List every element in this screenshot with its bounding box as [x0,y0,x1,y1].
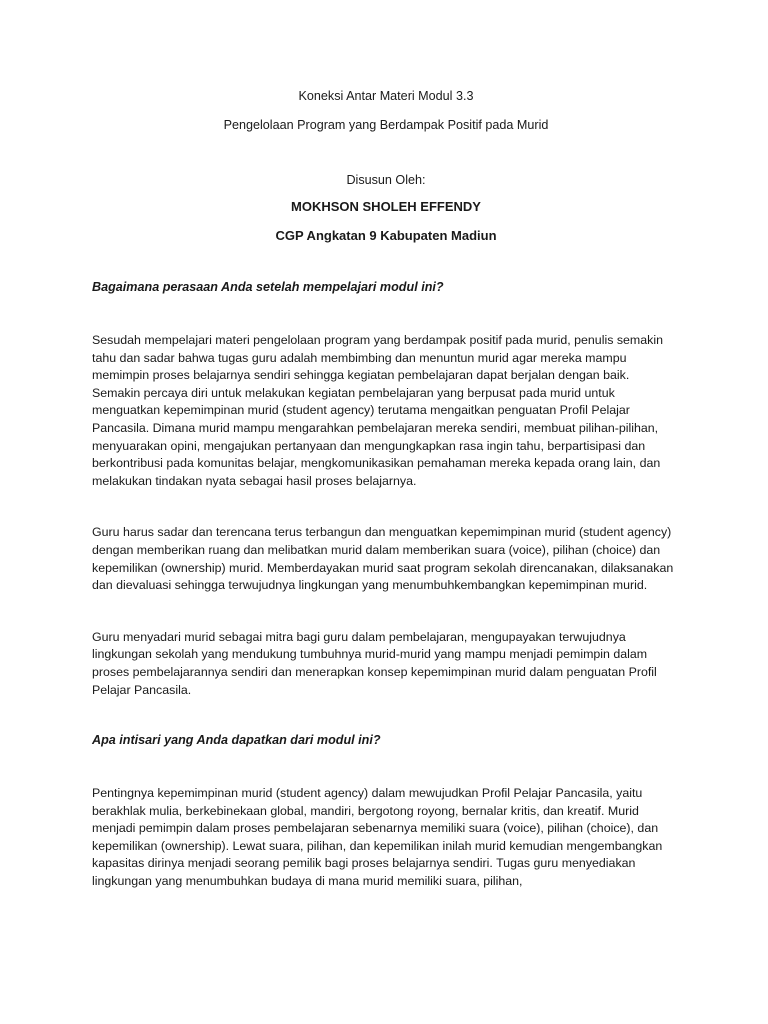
paragraph-4: Pentingnya kepemimpinan murid (student agency) dalam mewujudkan Profil Pelajar Pancasila, yaitu berakhlak mulia, berkebinekaan global, mandiri, bergotong royong, bernalar kritis, dan kreatif. Murid menjadi pemimpin dalam proses pembelajaran sebenarnya memiliki suara (voice), pilihan (choice), dan kepemilikan (ownership). Lewat suara, pilihan, dan kepemilikan inilah murid kemudian mengembangkan kapasitas dirinya menjadi seorang pemilik bagi proses belajarnya sendiri. Tugas guru menyediakan lingkungan yang menumbuhkan budaya di mana murid memiliki suara, pilihan, [92,786,663,889]
question-heading-1: Bagaimana perasaan Anda setelah mempelajari modul ini? [92,280,444,294]
author-label: Disusun Oleh: [346,173,426,187]
author-name: MOKHSON SHOLEH EFFENDY [291,199,481,214]
document-content [92,88,680,891]
question-heading-2: Apa intisari yang Anda dapatkan dari modul ini? [92,733,381,748]
paragraph-2: Guru harus sadar dan terencana terus terbangun dan menguatkan kepemimpinan murid (student agency) dengan memberikan ruang dan melibatkan murid dalam memberikan suara (voice), pilihan (choice) dan kepemilikan (ownership) murid. Memberdayakan murid saat program sekolah direncanakan, dilaksanakan dan dievaluasi sehingga terwujudnya lingkungan yang menumbuhkembangkan kepemimpinan murid. [92,525,674,593]
paragraph-1: Sesudah mempelajari materi pengelolaan program yang berdampak positif pada murid, penulis semakin tahu dan sadar bahwa tugas guru adalah membimbing dan menuntun murid agar mereka mampu memimpin proses belajarnya sendiri sehingga kegiatan pembelajaran dapat berjalan dengan baik. Semakin percaya diri untuk melakukan kegiatan pembelajaran yang berpusat pada murid untuk menguatkan kepemimpinan murid (student agency) terutama mengaitkan penguatan Profil Pelajar Pancasila. Dimana murid mampu mengarahkan pembelajaran mereka sendiri, membuat pilihan-pilihan, menyuarakan opini, mengajukan pertanyaan dan mengungkapkan rasa ingin tahu, berpartisipasi dan berkontribusi pada komunitas belajar, mengkomunikasikan pemahaman mereka kepada orang lain, dan melakukan tindakan nyata sebagai hasil proses belajarnya. [92,333,663,488]
document-title: Koneksi Antar Materi Modul 3.3 [298,89,474,103]
paragraph-3: Guru menyadari murid sebagai mitra bagi guru dalam pembelajaran, mengupayakan terwujudnya lingkungan sekolah yang mendukung tumbuhnya murid-murid yang mampu menjadi pemimpin dalam proses pembelajarannya sendiri dan menerapkan konsep kepemimpinan murid dalam penguatan Profil Pelajar Pancasila. [92,629,657,697]
document-subtitle: Pengelolaan Program yang Berdampak Positif pada Murid [223,118,549,132]
cohort-line: CGP Angkatan 9 Kabupaten Madiun [275,228,497,243]
